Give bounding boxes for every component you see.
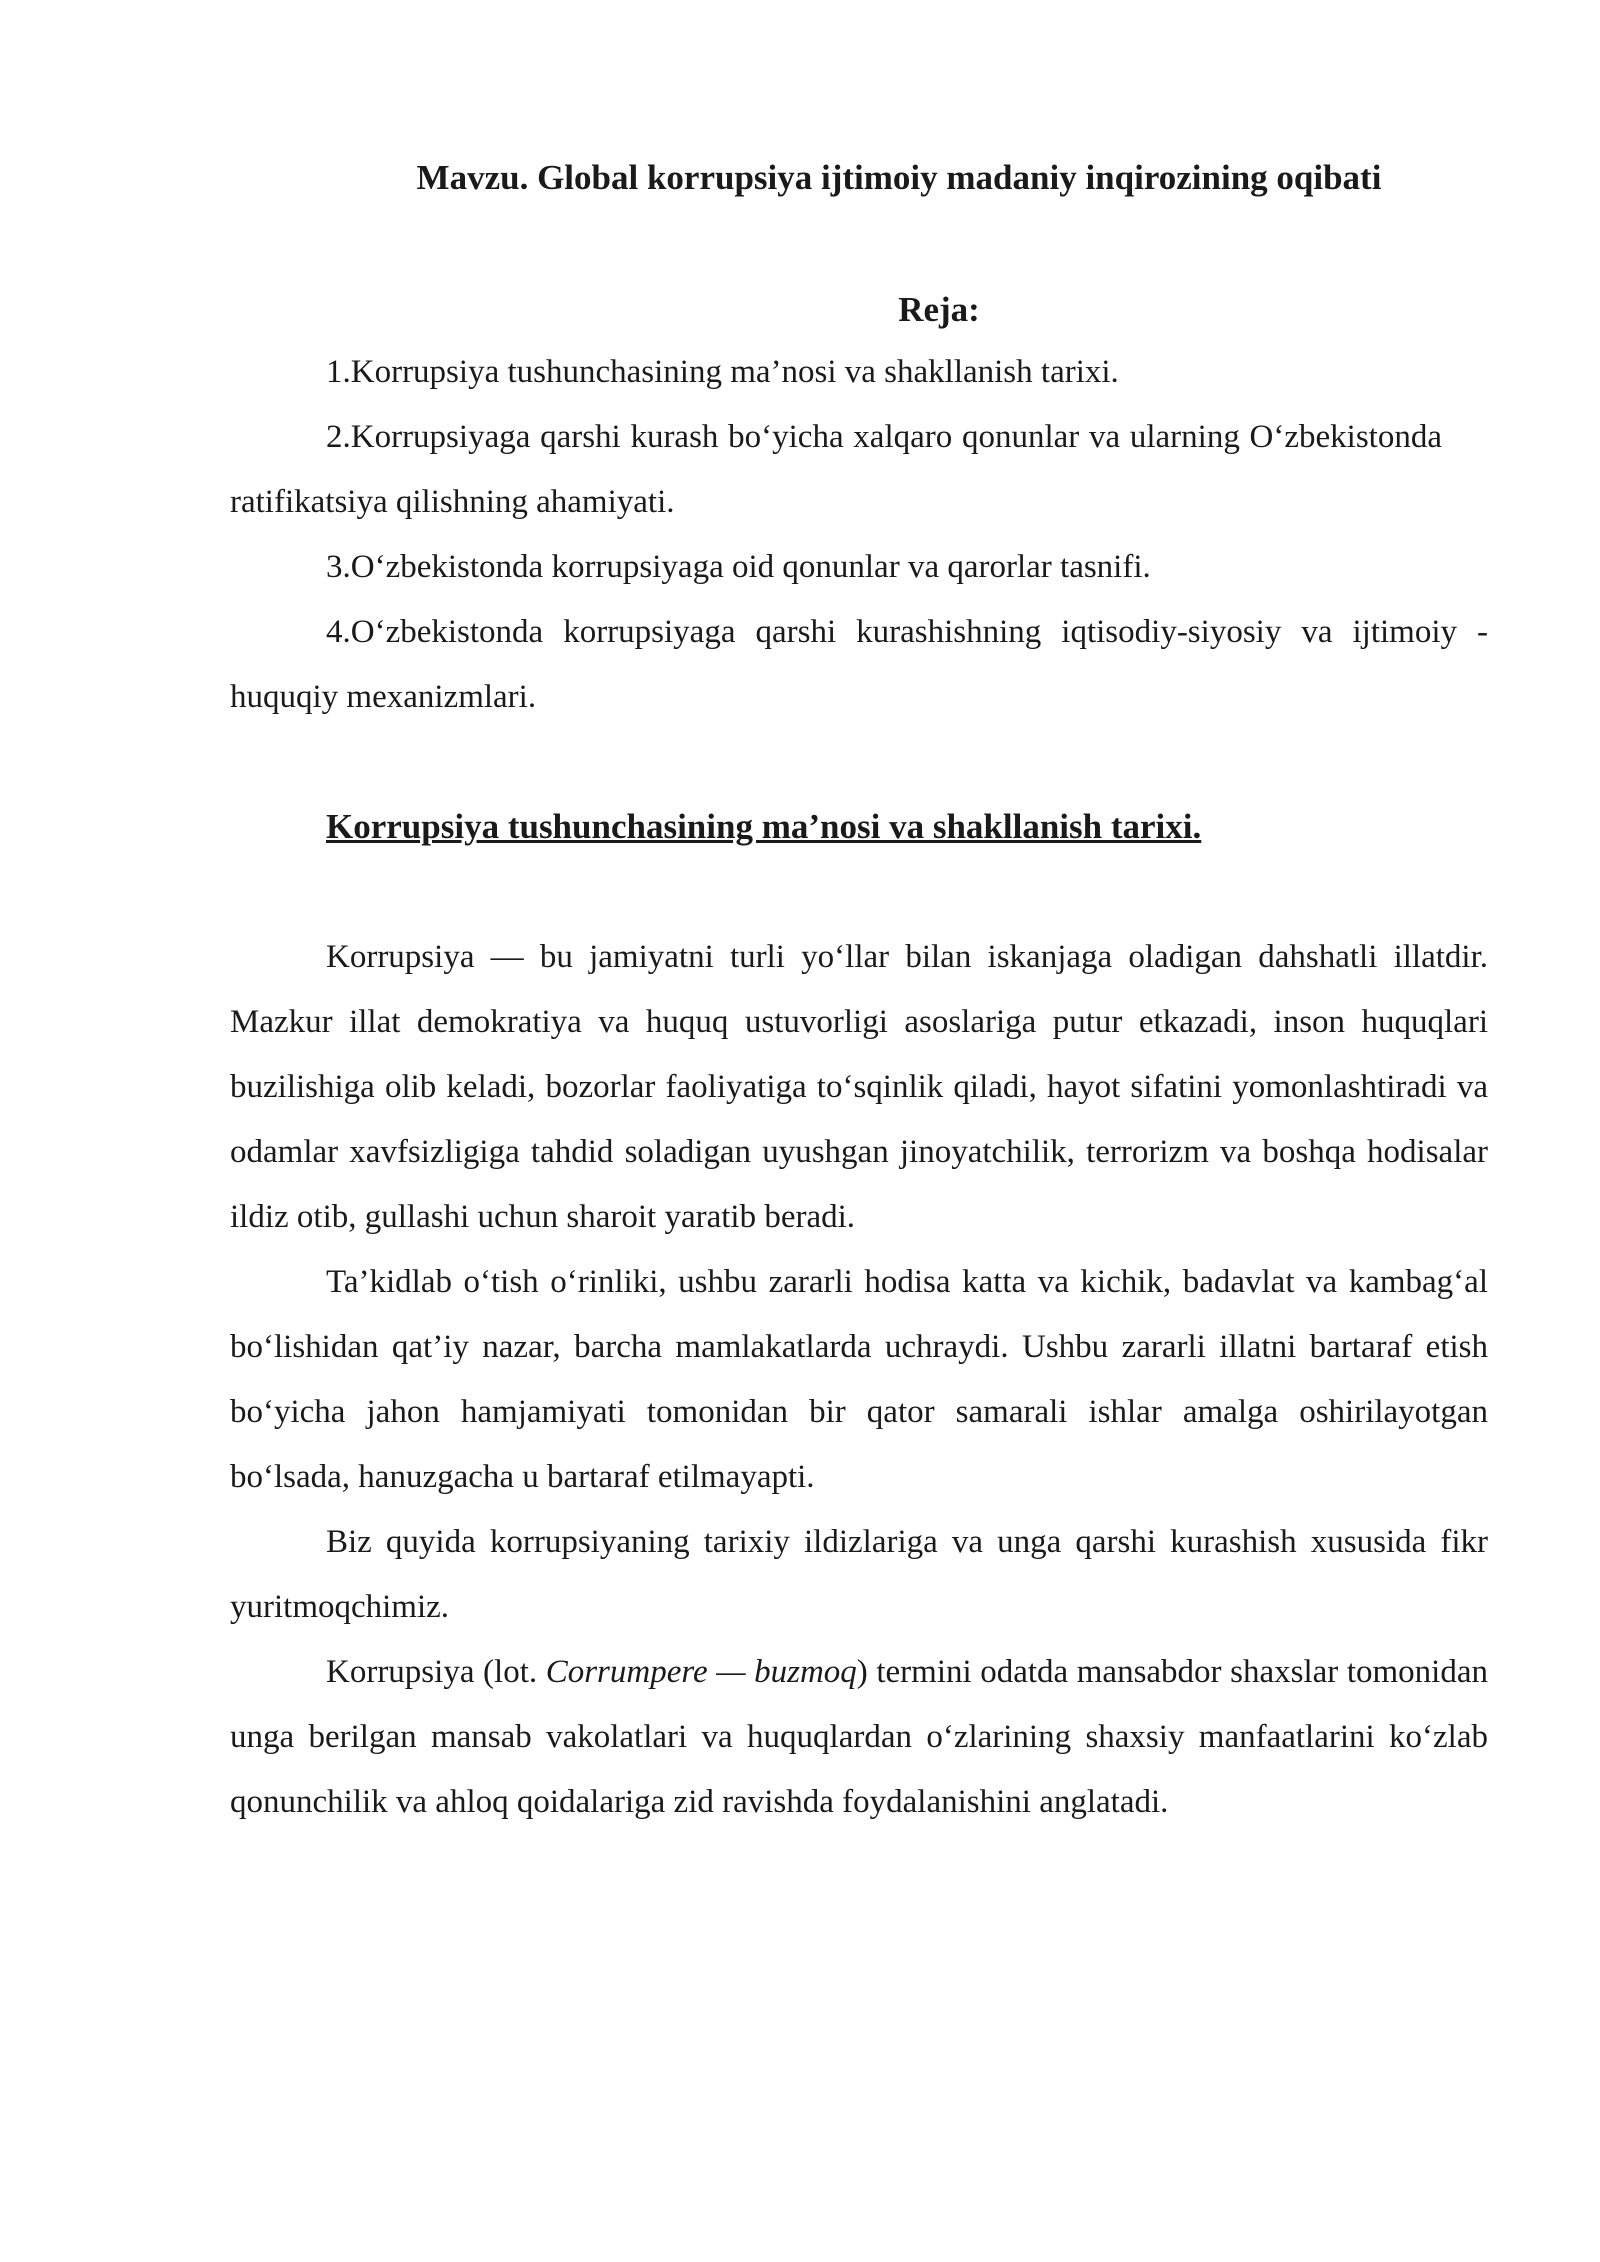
- latin-term: Corrumpere — buzmoq: [545, 1654, 857, 1690]
- plan-item-3: 3.O‘zbekistonda korrupsiyaga oid qonunlar va qarorlar tasnifi.: [326, 549, 1151, 585]
- document-title: Mavzu. Global korrupsiya ijtimoiy madaniy inqirozining oqibati: [416, 158, 1382, 197]
- paragraph-4-end: ) termini odatda mansabdor shaxslar tomonidan unga berilgan mansab vakolatlari va huquqlardan o‘zlarining shaxsiy manfaatlarini ko‘zlab qonunchilik va ahloq qoidalariga zid ravishda foydalanishini anglatadi.: [230, 1654, 1488, 1820]
- plan-item-1: 1.Korrupsiya tushunchasining ma’nosi va shakllanish tarixi.: [326, 354, 1119, 390]
- plan-heading: Reja:: [898, 290, 980, 329]
- body-text: [230, 925, 1488, 1835]
- paragraph-1: Korrupsiya — bu jamiyatni turli yo‘llar bilan iskanjaga oladigan dahshatli illatdir. Mazkur illat demokratiya va huquq ustuvorligi asoslariga putur etkazadi, inson huquqlari buzilishiga olib keladi, bozorlar faoliyatiga to‘sqinlik qiladi, hayot sifatini yomonlashtiradi va odamlar xavfsizligiga tahdid soladigan uyushgan jinoyatchilik, terrorizm va boshqa hodisalar ildiz otib, gullashi uchun sharoit yaratib beradi.: [230, 939, 1488, 1235]
- plan-item-2: 2.Korrupsiyaga qarshi kurash bo‘yicha xalqaro qonunlar va ularning O‘zbekistonda ratifikatsiya qilishning ahamiyati.: [230, 419, 1442, 520]
- plan-list: [230, 340, 1488, 730]
- section-heading: Korrupsiya tushunchasining ma’nosi va shakllanish tarixi.: [326, 807, 1202, 846]
- paragraph-4: [230, 1640, 1488, 1835]
- paragraph-2: Ta’kidlab o‘tish o‘rinliki, ushbu zararli hodisa katta va kichik, badavlat va kambag‘al bo‘lishidan qat’iy nazar, barcha mamlakatlarda uchraydi. Ushbu zararli illatni bartaraf etish bo‘yicha jahon hamjamiyati tomonidan bir qator samarali ishlar amalga oshirilayotgan bo‘lsada, hanuzgacha u bartaraf etilmayapti.: [230, 1264, 1488, 1495]
- paragraph-4-start: Korrupsiya (lot.: [326, 1654, 546, 1690]
- paragraph-3: Biz quyida korrupsiyaning tarixiy ildizlariga va unga qarshi kurashish xususida fikr yuritmoqchimiz.: [230, 1524, 1488, 1625]
- plan-item-4: 4.O‘zbekistonda korrupsiyaga qarshi kurashishning iqtisodiy-siyosiy va ijtimoiy - huquqiy mexanizmlari.: [230, 614, 1488, 715]
